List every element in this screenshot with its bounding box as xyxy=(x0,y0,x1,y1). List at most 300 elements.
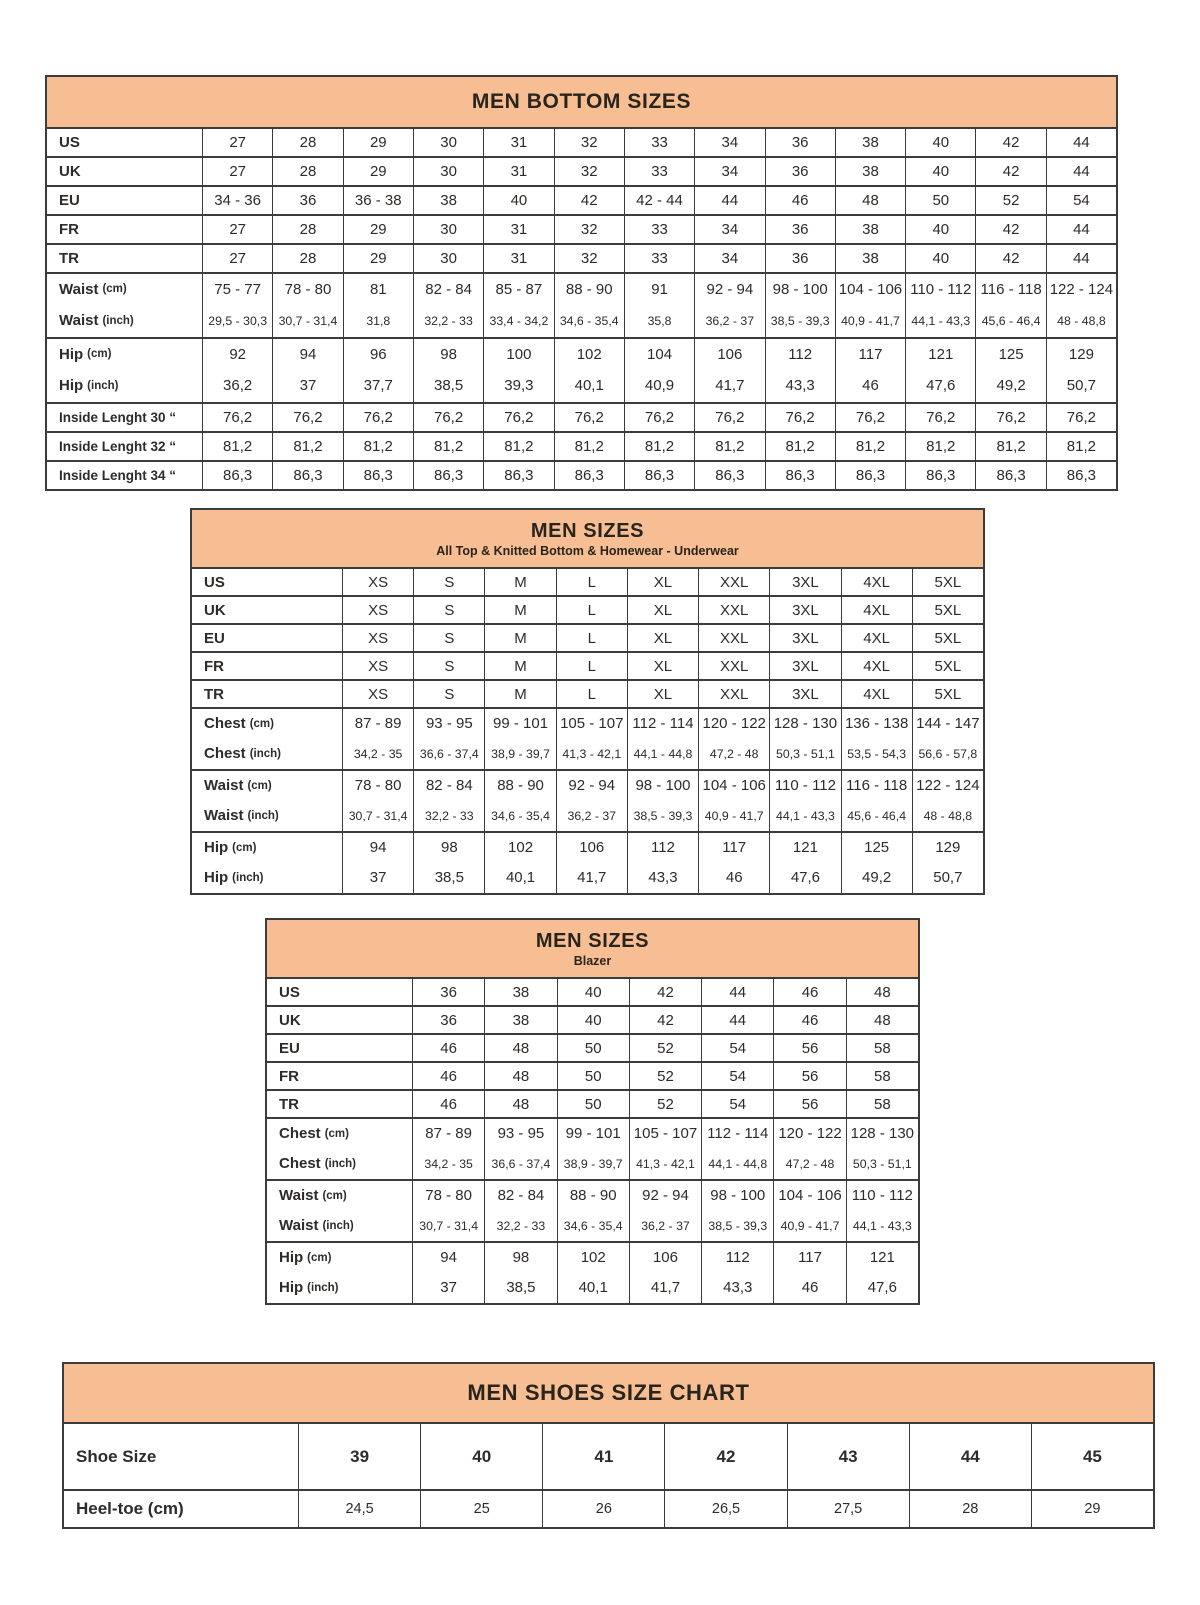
table-cell: 81,2 xyxy=(1046,433,1116,460)
table-cell: 102 xyxy=(557,1243,629,1272)
table-cell: 37,7 xyxy=(343,370,413,403)
table-cell: XS xyxy=(342,653,413,679)
table-cell: 36,2 - 37 xyxy=(629,1210,701,1241)
table-row xyxy=(267,1241,918,1272)
table-row xyxy=(267,1033,918,1061)
row-label-unit: (cm) xyxy=(322,1189,347,1202)
table-cell: 56,6 - 57,8 xyxy=(912,738,983,769)
row-label-text: Hip xyxy=(59,377,84,395)
table-cell: 54 xyxy=(701,1035,773,1061)
table-cell: 30 xyxy=(413,216,483,243)
table-cell: XXL xyxy=(698,681,769,707)
table-cell: 98 xyxy=(413,339,483,370)
table-cell: 34 xyxy=(694,158,764,185)
table-cell: 4XL xyxy=(841,681,912,707)
table-cell: 125 xyxy=(841,833,912,862)
table-row xyxy=(267,1061,918,1089)
table-row xyxy=(47,214,1116,243)
table-cell: 40 xyxy=(483,187,553,214)
table-cell: 104 xyxy=(624,339,694,370)
row-label xyxy=(47,404,202,431)
table-cell: 50,7 xyxy=(1046,370,1116,403)
table-cell: 52 xyxy=(975,187,1045,214)
table-cell: 46 xyxy=(698,862,769,893)
table-cell: 5XL xyxy=(912,653,983,679)
row-label-text: FR xyxy=(204,657,224,675)
table-cell: 3XL xyxy=(769,681,840,707)
table-cell: 4XL xyxy=(841,625,912,651)
table-cell: 88 - 90 xyxy=(554,274,624,305)
table-cell: 47,6 xyxy=(769,862,840,893)
table-cell: 81,2 xyxy=(272,433,342,460)
row-label xyxy=(192,862,342,893)
row-label xyxy=(192,738,342,769)
table-cell: 87 - 89 xyxy=(342,709,413,738)
table-cell: 50 xyxy=(905,187,975,214)
table-cell: 58 xyxy=(846,1091,918,1117)
table-cell: 40 xyxy=(905,216,975,243)
table-cell: 117 xyxy=(698,833,769,862)
table-cell: 38 xyxy=(835,245,905,272)
table-cell: 42 - 44 xyxy=(624,187,694,214)
row-label-unit: (cm) xyxy=(307,1251,332,1264)
table-cell: 86,3 xyxy=(554,462,624,489)
table-cell: 98 - 100 xyxy=(701,1181,773,1210)
table-cell: 37 xyxy=(342,862,413,893)
table-cell: 30 xyxy=(413,245,483,272)
table-cell: 122 - 124 xyxy=(1046,274,1116,305)
row-label-text: Waist xyxy=(59,312,99,330)
row-label xyxy=(47,245,202,272)
table-cell: 94 xyxy=(342,833,413,862)
table-cell: 29 xyxy=(343,158,413,185)
row-label xyxy=(192,800,342,831)
table-cell: 41 xyxy=(542,1424,664,1489)
table-cell: 125 xyxy=(975,339,1045,370)
table-cell: 76,2 xyxy=(413,404,483,431)
table-cell: 86,3 xyxy=(694,462,764,489)
table-cell: XXL xyxy=(698,597,769,623)
table-cell: 120 - 122 xyxy=(698,709,769,738)
table-cell: 102 xyxy=(554,339,624,370)
row-label-unit: (inch) xyxy=(307,1281,339,1294)
table-row xyxy=(267,1179,918,1210)
table-row xyxy=(192,707,983,738)
men-blazer-sizes-subtitle: Blazer xyxy=(573,953,612,968)
table-cell: 38 xyxy=(835,216,905,243)
men-bottom-sizes-table xyxy=(45,75,1118,491)
table-row xyxy=(267,1148,918,1179)
table-cell: 92 - 94 xyxy=(556,771,627,800)
row-label-text: Hip xyxy=(204,839,229,856)
table-cell: 128 - 130 xyxy=(846,1119,918,1148)
table-cell: 34,6 - 35,4 xyxy=(554,305,624,338)
table-row xyxy=(192,567,983,595)
table-cell: 32,2 - 33 xyxy=(484,1210,556,1241)
table-row xyxy=(64,1422,1153,1489)
table-cell: 32 xyxy=(554,216,624,243)
table-cell: M xyxy=(484,597,555,623)
table-cell: 31 xyxy=(483,245,553,272)
table-cell: 27 xyxy=(202,216,272,243)
table-cell: M xyxy=(484,681,555,707)
table-cell: 41,7 xyxy=(629,1272,701,1303)
table-cell: 3XL xyxy=(769,653,840,679)
table-cell: 52 xyxy=(629,1091,701,1117)
table-cell: 81,2 xyxy=(835,433,905,460)
table-cell: 48 xyxy=(484,1063,556,1089)
table-cell: 27 xyxy=(202,129,272,156)
table-cell: 44,1 - 44,8 xyxy=(701,1148,773,1179)
men-top-sizes-title: MEN SIZES xyxy=(530,519,645,542)
row-label-text: FR xyxy=(59,221,79,238)
table-row xyxy=(267,1117,918,1148)
table-cell: 38,5 - 39,3 xyxy=(701,1210,773,1241)
table-cell: 86,3 xyxy=(272,462,342,489)
table-cell: 91 xyxy=(624,274,694,305)
table-row xyxy=(267,977,918,1005)
table-cell: 46 xyxy=(773,1007,845,1033)
table-cell: 121 xyxy=(846,1243,918,1272)
table-cell: 41,3 - 42,1 xyxy=(556,738,627,769)
row-label-text: TR xyxy=(204,685,224,703)
table-cell: 50,3 - 51,1 xyxy=(846,1148,918,1179)
table-cell: 52 xyxy=(629,1063,701,1089)
row-label xyxy=(267,1210,412,1241)
table-cell: 41,7 xyxy=(556,862,627,893)
table-cell: XL xyxy=(627,569,698,595)
table-cell: S xyxy=(413,569,484,595)
table-cell: 38 xyxy=(835,129,905,156)
row-label-text: UK xyxy=(59,163,81,180)
table-cell: 29 xyxy=(1031,1491,1153,1527)
table-cell: 34,6 - 35,4 xyxy=(557,1210,629,1241)
table-cell: 43 xyxy=(787,1424,909,1489)
table-cell: 86,3 xyxy=(1046,462,1116,489)
row-label-text: Hip xyxy=(279,1279,304,1296)
table-cell: 82 - 84 xyxy=(413,274,483,305)
table-cell: 44,1 - 43,3 xyxy=(846,1210,918,1241)
row-label xyxy=(192,681,342,707)
table-cell: 38 xyxy=(484,979,556,1005)
men-shoes-size-chart-title: MEN SHOES SIZE CHART xyxy=(467,1379,750,1405)
table-cell: 49,2 xyxy=(841,862,912,893)
row-label-text: Hip xyxy=(204,869,229,886)
row-label-unit: (cm) xyxy=(87,348,112,361)
table-cell: 35,8 xyxy=(624,305,694,338)
table-cell: 106 xyxy=(694,339,764,370)
table-cell: 116 - 118 xyxy=(841,771,912,800)
table-row xyxy=(192,623,983,651)
table-cell: 106 xyxy=(556,833,627,862)
table-cell: 76,2 xyxy=(272,404,342,431)
table-cell: 31,8 xyxy=(343,305,413,338)
row-label-unit: (inch) xyxy=(247,809,279,822)
table-cell: 48 xyxy=(484,1091,556,1117)
table-cell: 36 xyxy=(765,129,835,156)
men-top-sizes-header xyxy=(192,510,983,567)
table-cell: 110 - 112 xyxy=(905,274,975,305)
table-cell: 44 xyxy=(1046,158,1116,185)
row-label-text: Hip xyxy=(59,345,84,363)
row-label xyxy=(47,274,202,305)
table-cell: XL xyxy=(627,681,698,707)
table-cell: 32 xyxy=(554,129,624,156)
men-shoes-size-table xyxy=(62,1362,1155,1529)
table-cell: 76,2 xyxy=(765,404,835,431)
table-cell: 5XL xyxy=(912,625,983,651)
table-cell: 33 xyxy=(624,158,694,185)
row-label-unit: (inch) xyxy=(249,747,281,760)
row-label xyxy=(47,339,202,370)
table-cell: 34,2 - 35 xyxy=(342,738,413,769)
table-cell: 36 - 38 xyxy=(343,187,413,214)
row-label-text: Inside Lenght 34 “ xyxy=(59,468,177,483)
row-label xyxy=(47,462,202,489)
table-cell: 45,6 - 46,4 xyxy=(841,800,912,831)
table-cell: 28 xyxy=(909,1491,1031,1527)
table-cell: 39,3 xyxy=(483,370,553,403)
row-label-text: Waist xyxy=(279,1217,319,1234)
row-label xyxy=(47,305,202,338)
table-cell: 29 xyxy=(343,129,413,156)
table-cell: 117 xyxy=(835,339,905,370)
men-bottom-sizes-title: MEN BOTTOM SIZES xyxy=(471,90,692,114)
table-cell: 50 xyxy=(557,1091,629,1117)
row-label xyxy=(192,771,342,800)
row-label-unit: (inch) xyxy=(87,379,119,392)
table-cell: 46 xyxy=(412,1091,484,1117)
row-label-text: Chest xyxy=(204,715,246,732)
table-cell: 38 xyxy=(484,1007,556,1033)
men-top-sizes-table xyxy=(190,508,985,895)
table-cell: 36 xyxy=(765,245,835,272)
table-row xyxy=(192,651,983,679)
row-label-text: Waist xyxy=(204,807,244,824)
table-row xyxy=(192,738,983,769)
table-cell: 76,2 xyxy=(1046,404,1116,431)
table-row xyxy=(192,595,983,623)
table-cell: 40,9 - 41,7 xyxy=(773,1210,845,1241)
table-row xyxy=(47,156,1116,185)
table-cell: XS xyxy=(342,569,413,595)
table-cell: 44,1 - 43,3 xyxy=(905,305,975,338)
table-cell: 40 xyxy=(420,1424,542,1489)
table-cell: 36,2 - 37 xyxy=(694,305,764,338)
row-label xyxy=(47,370,202,403)
table-cell: 28 xyxy=(272,245,342,272)
table-cell: 38,5 xyxy=(413,370,483,403)
table-cell: 81,2 xyxy=(413,433,483,460)
table-cell: 38 xyxy=(413,187,483,214)
table-cell: 81,2 xyxy=(483,433,553,460)
table-cell: 33,4 - 34,2 xyxy=(483,305,553,338)
table-cell: 40 xyxy=(905,129,975,156)
table-cell: 42 xyxy=(554,187,624,214)
table-cell: 48 xyxy=(835,187,905,214)
table-cell: 98 - 100 xyxy=(627,771,698,800)
table-cell: 36 xyxy=(272,187,342,214)
table-cell: 129 xyxy=(1046,339,1116,370)
table-cell: 42 xyxy=(975,158,1045,185)
row-label xyxy=(47,129,202,156)
table-row xyxy=(47,431,1116,460)
table-cell: 102 xyxy=(484,833,555,862)
table-cell: 3XL xyxy=(769,597,840,623)
table-row xyxy=(192,831,983,862)
table-cell: 30 xyxy=(413,158,483,185)
row-label xyxy=(192,569,342,595)
table-cell: 88 - 90 xyxy=(484,771,555,800)
table-cell: 5XL xyxy=(912,597,983,623)
table-row xyxy=(47,305,1116,338)
row-label-text: TR xyxy=(279,1095,299,1113)
table-cell: 28 xyxy=(272,216,342,243)
row-label-text: EU xyxy=(279,1039,300,1057)
table-cell: 144 - 147 xyxy=(912,709,983,738)
table-cell: XL xyxy=(627,625,698,651)
table-cell: 48 xyxy=(846,979,918,1005)
row-label xyxy=(192,625,342,651)
table-cell: 40 xyxy=(557,979,629,1005)
table-cell: 86,3 xyxy=(905,462,975,489)
table-row xyxy=(267,1005,918,1033)
table-cell: 28 xyxy=(272,158,342,185)
table-cell: L xyxy=(556,569,627,595)
table-cell: 54 xyxy=(1046,187,1116,214)
row-label-text: Shoe Size xyxy=(76,1446,157,1466)
table-row xyxy=(267,1272,918,1303)
table-cell: 54 xyxy=(701,1063,773,1089)
table-cell: 33 xyxy=(624,129,694,156)
table-cell: 5XL xyxy=(912,681,983,707)
table-cell: XXL xyxy=(698,569,769,595)
table-cell: 58 xyxy=(846,1035,918,1061)
table-cell: 99 - 101 xyxy=(484,709,555,738)
table-cell: 76,2 xyxy=(835,404,905,431)
table-cell: 48 - 48,8 xyxy=(1046,305,1116,338)
table-cell: 105 - 107 xyxy=(629,1119,701,1148)
table-cell: 40,1 xyxy=(554,370,624,403)
row-label xyxy=(47,187,202,214)
table-cell: 86,3 xyxy=(202,462,272,489)
row-label xyxy=(64,1424,298,1489)
row-label-text: US xyxy=(204,573,225,591)
row-label xyxy=(267,1007,412,1033)
table-cell: 31 xyxy=(483,129,553,156)
table-cell: 34,6 - 35,4 xyxy=(484,800,555,831)
row-label xyxy=(267,1243,412,1272)
table-cell: 128 - 130 xyxy=(769,709,840,738)
table-cell: 29 xyxy=(343,216,413,243)
table-cell: 26,5 xyxy=(664,1491,786,1527)
table-cell: 44 xyxy=(1046,216,1116,243)
table-cell: 3XL xyxy=(769,625,840,651)
men-top-sizes-subtitle: All Top & Knitted Bottom & Homewear - Underwear xyxy=(436,543,739,558)
table-cell: 31 xyxy=(483,216,553,243)
table-cell: L xyxy=(556,653,627,679)
row-label-text: Chest xyxy=(204,745,246,762)
table-cell: 32 xyxy=(554,245,624,272)
table-cell: 76,2 xyxy=(202,404,272,431)
table-cell: 53,5 - 54,3 xyxy=(841,738,912,769)
table-cell: 42 xyxy=(664,1424,786,1489)
table-cell: 44 xyxy=(909,1424,1031,1489)
table-cell: 105 - 107 xyxy=(556,709,627,738)
table-row xyxy=(64,1489,1153,1527)
table-cell: 47,6 xyxy=(905,370,975,403)
row-label-text: FR xyxy=(279,1067,299,1085)
row-label-unit: (cm) xyxy=(102,283,127,296)
table-cell: S xyxy=(413,597,484,623)
table-row xyxy=(47,185,1116,214)
row-label-text: Chest xyxy=(279,1125,321,1142)
table-cell: XS xyxy=(342,625,413,651)
table-cell: 98 - 100 xyxy=(765,274,835,305)
table-cell: 98 xyxy=(484,1243,556,1272)
table-cell: 98 xyxy=(413,833,484,862)
row-label-text: Inside Lenght 32 “ xyxy=(59,439,177,454)
row-label xyxy=(267,1091,412,1117)
row-label-text: EU xyxy=(204,629,225,647)
row-label-unit: (inch) xyxy=(322,1219,354,1232)
table-cell: 43,3 xyxy=(701,1272,773,1303)
table-cell: 46 xyxy=(765,187,835,214)
table-cell: 112 xyxy=(765,339,835,370)
table-cell: 44 xyxy=(1046,245,1116,272)
table-cell: 38,5 - 39,3 xyxy=(765,305,835,338)
table-cell: 4XL xyxy=(841,653,912,679)
table-cell: 49,2 xyxy=(975,370,1045,403)
table-cell: 58 xyxy=(846,1063,918,1089)
table-row xyxy=(47,243,1116,272)
table-cell: S xyxy=(413,625,484,651)
table-cell: L xyxy=(556,597,627,623)
table-cell: 44 xyxy=(701,1007,773,1033)
table-cell: 30,7 - 31,4 xyxy=(272,305,342,338)
table-cell: 50 xyxy=(557,1063,629,1089)
table-cell: 30,7 - 31,4 xyxy=(412,1210,484,1241)
table-cell: 38 xyxy=(835,158,905,185)
row-label xyxy=(47,433,202,460)
table-cell: 112 xyxy=(627,833,698,862)
table-cell: 42 xyxy=(629,1007,701,1033)
table-cell: 104 - 106 xyxy=(835,274,905,305)
table-cell: 82 - 84 xyxy=(413,771,484,800)
table-row xyxy=(47,370,1116,403)
table-cell: 78 - 80 xyxy=(342,771,413,800)
table-row xyxy=(192,679,983,707)
table-cell: S xyxy=(413,653,484,679)
table-cell: 86,3 xyxy=(483,462,553,489)
row-label xyxy=(267,1181,412,1210)
row-label-text: Heel-toe (cm) xyxy=(76,1499,184,1518)
table-cell: 47,2 - 48 xyxy=(698,738,769,769)
table-cell: 56 xyxy=(773,1091,845,1117)
table-cell: 86,3 xyxy=(765,462,835,489)
row-label-text: UK xyxy=(279,1011,301,1029)
table-cell: 104 - 106 xyxy=(773,1181,845,1210)
table-cell: M xyxy=(484,569,555,595)
table-cell: 121 xyxy=(769,833,840,862)
row-label-unit: (cm) xyxy=(324,1127,349,1140)
table-cell: 44,1 - 44,8 xyxy=(627,738,698,769)
table-cell: XL xyxy=(627,653,698,679)
men-bottom-sizes-header xyxy=(47,77,1116,127)
table-cell: 36 xyxy=(765,158,835,185)
table-cell: 27 xyxy=(202,158,272,185)
table-cell: 36,6 - 37,4 xyxy=(484,1148,556,1179)
